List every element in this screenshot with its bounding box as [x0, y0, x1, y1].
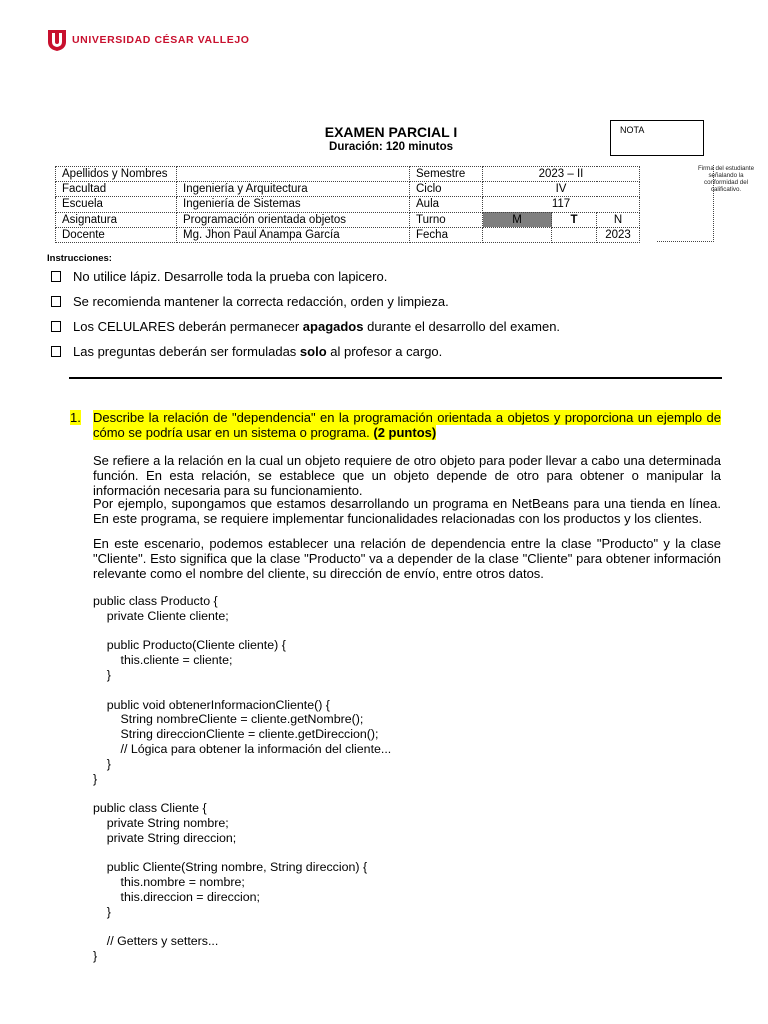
label-semester: Semestre [410, 167, 483, 182]
shift-night: N [597, 212, 640, 227]
label-course: Asignatura [56, 212, 177, 227]
instruction-text [73, 344, 442, 359]
instruction-item [51, 344, 442, 359]
instruction-text: Se recomienda mantener la correcta redacción, orden y limpieza. [73, 294, 449, 309]
instruction-emphasis: apagados [302, 319, 364, 334]
grade-box [610, 120, 704, 156]
student-info-table [55, 166, 640, 243]
exam-duration: Duración: 120 minutos [329, 141, 453, 153]
instruction-item [51, 294, 449, 309]
value-school: Ingeniería de Sistemas [177, 197, 410, 212]
exam-title: EXAMEN PARCIAL I [324, 124, 458, 140]
value-course: Programación orientada objetos [177, 212, 410, 227]
table-row [56, 182, 640, 197]
question-number: 1. [70, 410, 81, 425]
instruction-text [73, 319, 560, 334]
label-date: Fecha [410, 227, 483, 242]
instruction-text-part: al profesor a cargo. [326, 344, 443, 359]
answer-paragraph: Se refiere a la relación en la cual un objeto requiere de otro objeto para poder llevar a cabo una determinada función. En esta relación, se establece que un objeto depende de otro para obtener o manipular la información necesaria para su funcionamiento. [93, 453, 721, 498]
question-points: (2 puntos) [373, 425, 437, 440]
instructions-heading: Instrucciones: [47, 253, 112, 264]
bullet-icon [51, 271, 61, 282]
table-row [56, 227, 640, 242]
bullet-icon [51, 321, 61, 332]
signature-note: Firma del estudiante señalando la conformidad del calificativo. [697, 165, 755, 193]
instruction-text-part: durante el desarrollo del examen. [363, 319, 561, 334]
date-day [483, 227, 552, 242]
ucv-logo-icon [47, 28, 67, 52]
label-school: Escuela [56, 197, 177, 212]
table-row [56, 197, 640, 212]
university-name: UNIVERSIDAD CÉSAR VALLEJO [72, 34, 250, 46]
date-month [552, 227, 597, 242]
instruction-text-part: Los CELULARES deberán permanecer [73, 319, 303, 334]
table-row [56, 212, 640, 227]
value-classroom: 117 [483, 197, 640, 212]
shift-morning: M [483, 212, 552, 227]
label-teacher: Docente [56, 227, 177, 242]
instruction-text: No utilice lápiz. Desarrolle toda la prueba con lapicero. [73, 269, 388, 284]
value-faculty: Ingeniería y Arquitectura [177, 182, 410, 197]
shift-afternoon: T [552, 212, 597, 227]
university-logo [47, 28, 250, 52]
value-teacher: Mg. Jhon Paul Anampa García [177, 227, 410, 242]
label-shift: Turno [410, 212, 483, 227]
code-block: public class Producto { private Cliente cliente; public Producto(Cliente cliente) { this.cliente = cliente; } public void obtenerInformacionCliente() { String nombreCliente = cliente.getNombre(); String direccionCliente = cliente.getDireccion(); // Lógica para obtener la información del cliente... } } public class Cliente { private String nombre; private String direccion; public Cliente(String nombre, String direccion) { this.nombre = nombre; this.direccion = direccion; } // Getters y setters... } [93, 594, 392, 964]
instruction-text-part: Las preguntas deberán ser formuladas [73, 344, 300, 359]
answer-paragraph: En este escenario, podemos establecer una relación de dependencia entre la clase "Producto" y la clase "Cliente". Esto significa que la clase "Producto" va a depender de la clase "Cliente" para obtener información relevante como el nombre del cliente, su dirección de envío, entre otros datos. [93, 536, 721, 581]
instruction-item [51, 319, 560, 334]
label-name: Apellidos y Nombres [56, 167, 177, 182]
grade-label: NOTA [620, 125, 645, 135]
instruction-item [51, 269, 387, 284]
bullet-icon [51, 346, 61, 357]
bullet-icon [51, 296, 61, 307]
label-classroom: Aula [410, 197, 483, 212]
question-text [93, 410, 721, 440]
label-cycle: Ciclo [410, 182, 483, 197]
question-prompt: Describe la relación de "dependencia" en la programación orientada a objetos y proporciona un ejemplo de cómo se podría usar en un sistema o programa. [93, 410, 721, 440]
date-year: 2023 [597, 227, 640, 242]
field-name[interactable] [177, 167, 410, 182]
instruction-emphasis: solo [299, 344, 327, 359]
table-row [56, 167, 640, 182]
value-cycle: IV [483, 182, 640, 197]
answer-paragraph: Por ejemplo, supongamos que estamos desarrollando un programa en NetBeans para una tienda en línea. En este programa, se requiere implementar funcionalidades relacionadas con los productos y los clientes. [93, 496, 721, 526]
divider [69, 377, 722, 379]
label-faculty: Facultad [56, 182, 177, 197]
value-semester: 2023 – II [483, 167, 640, 182]
